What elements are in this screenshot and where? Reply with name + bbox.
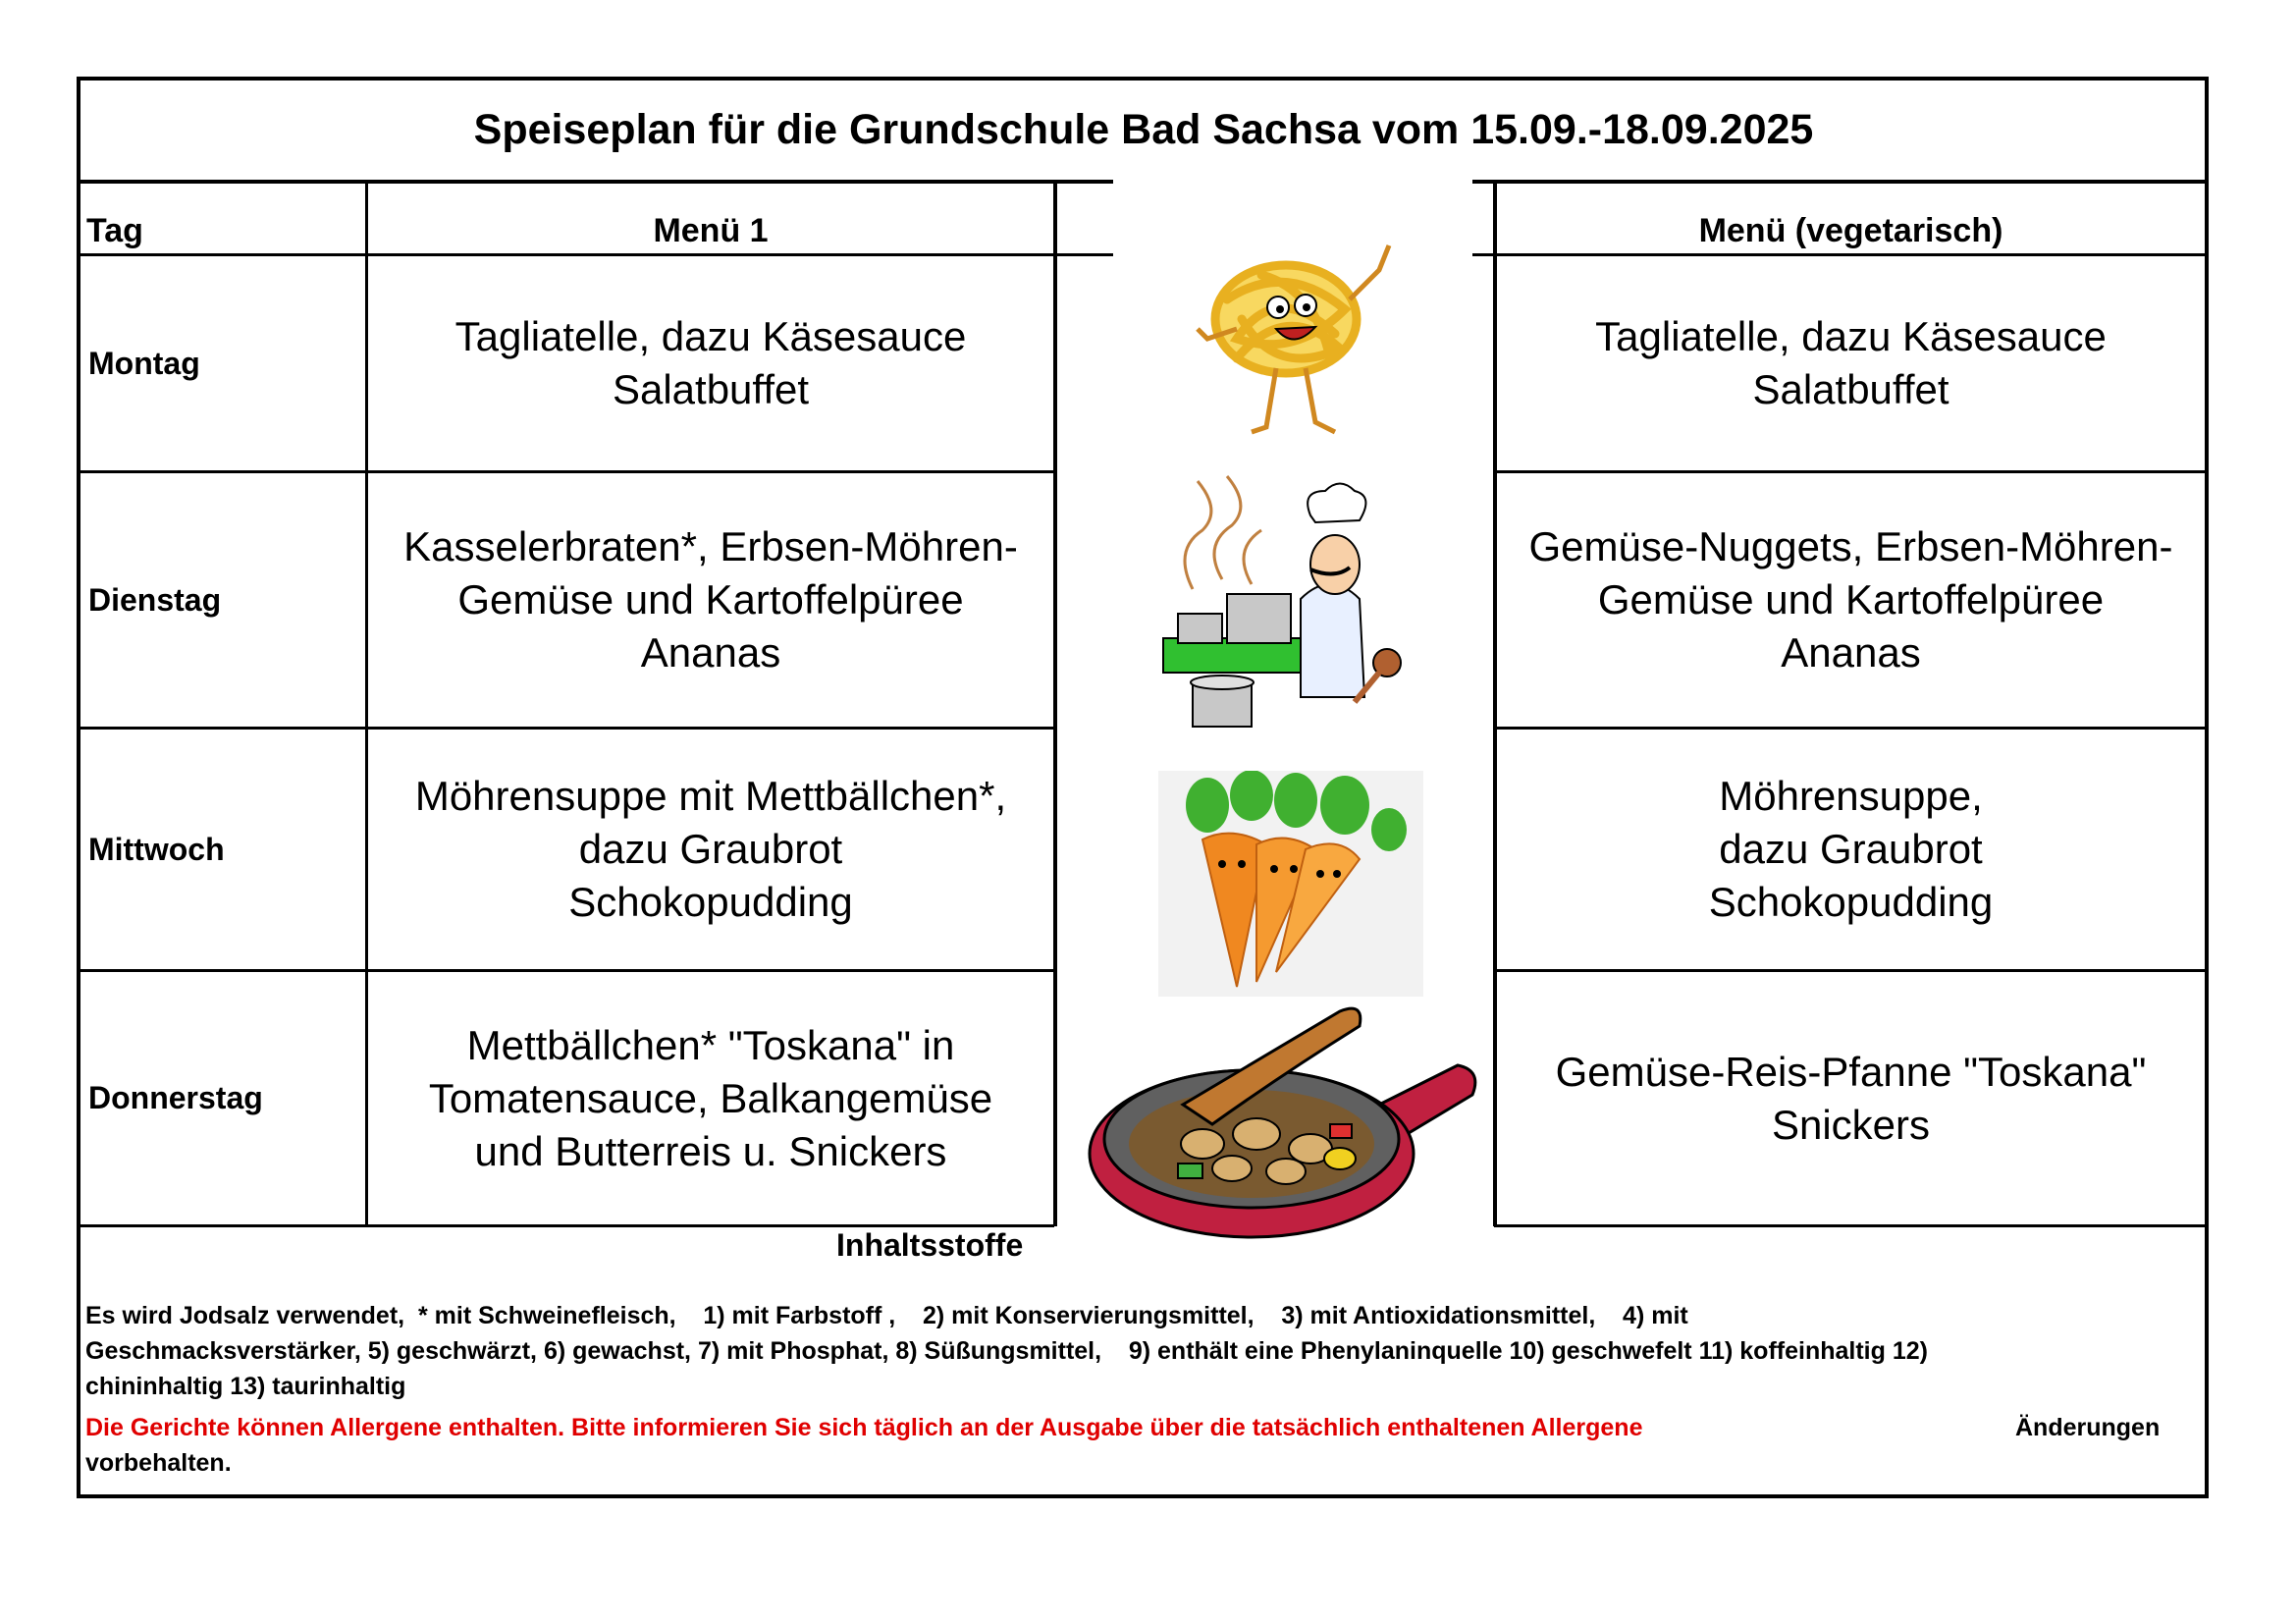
- menu-line: dazu Graubrot: [1719, 826, 1983, 872]
- menu-line: und Butterreis u. Snickers: [474, 1127, 947, 1174]
- allergen-warning: Die Gerichte können Allergene enthalten. Bitte informieren Sie sich täglich an der Ausgabe über die tatsächlich enthaltenen Allergene: [85, 1414, 1643, 1441]
- menu-line: Tomatensauce, Balkangemüse: [428, 1074, 993, 1121]
- menu1-cell: [368, 256, 1053, 470]
- menu-line: Schokopudding: [568, 879, 853, 925]
- day-label: Montag: [88, 345, 200, 381]
- menu-line: Schokopudding: [1708, 879, 1994, 925]
- carrots-illustration: [1158, 771, 1423, 997]
- menu-line: Gemüse-Reis-Pfanne "Toskana": [1555, 1048, 2147, 1095]
- menu-line: Möhrensuppe,: [1719, 773, 1983, 819]
- day-label: Dienstag: [88, 581, 222, 618]
- menu1-cell: [368, 730, 1053, 969]
- menu-line: Tagliatelle, dazu Käsesauce: [454, 313, 967, 359]
- ingredients-line: chininhaltig 13) taurinhaltig: [85, 1373, 406, 1400]
- menu-line: Gemüse und Kartoffelpüree: [457, 576, 964, 623]
- veg-cell: [1497, 972, 2205, 1224]
- menu-line: Snickers: [1771, 1101, 1931, 1148]
- menu1-cell: [368, 473, 1053, 727]
- menu-line: Salatbuffet: [1752, 366, 1949, 412]
- veg-cell: [1497, 730, 2205, 969]
- reserved-label: vorbehalten.: [85, 1449, 232, 1477]
- day-label: Donnerstag: [88, 1080, 263, 1115]
- menu1-cell: [368, 972, 1053, 1224]
- frying-pan-illustration: [1085, 997, 1487, 1262]
- menu-line: Ananas: [1781, 629, 1921, 676]
- menu-line: Gemüse-Nuggets, Erbsen-Möhren-: [1528, 523, 2173, 569]
- header-menu1: Menü 1: [653, 212, 769, 249]
- menu-line: Möhrensuppe mit Mettbällchen*,: [414, 773, 1007, 819]
- ingredients-heading: Inhaltsstoffe: [836, 1227, 1024, 1263]
- menu-line: Ananas: [640, 629, 781, 676]
- menu-line: dazu Graubrot: [578, 826, 843, 872]
- header-menu-veg: Menü (vegetarisch): [1698, 212, 2003, 249]
- pasta-illustration: [1168, 241, 1423, 447]
- veg-cell: [1497, 256, 2205, 470]
- changes-label: Änderungen: [2015, 1414, 2161, 1441]
- chef-illustration: [1153, 471, 1418, 736]
- ingredients-line: Geschmacksverstärker, 5) geschwärzt, 6) gewachst, 7) mit Phosphat, 8) Süßungsmittel, 9) enthält eine Phenylaninquelle 10) geschwefelt 11) koffeinhaltig 12): [85, 1337, 1928, 1365]
- ingredients-line: Es wird Jodsalz verwendet, * mit Schweinefleisch, 1) mit Farbstoff , 2) mit Konservierungsmittel, 3) mit Antioxidationsmittel, 4) mit: [85, 1302, 1688, 1329]
- day-label: Mittwoch: [88, 831, 225, 867]
- menu-line: Kasselerbraten*, Erbsen-Möhren-: [403, 523, 1018, 569]
- menu-line: Salatbuffet: [612, 366, 810, 412]
- header-day: Tag: [86, 212, 143, 249]
- menu-line: Gemüse und Kartoffelpüree: [1597, 576, 2105, 623]
- menu-line: Mettbällchen* "Toskana" in: [466, 1021, 955, 1068]
- page-title: Speiseplan für die Grundschule Bad Sachsa vom 15.09.-18.09.2025: [473, 106, 1814, 153]
- ingredients-text: [85, 1298, 2196, 1404]
- veg-cell: [1497, 473, 2205, 727]
- menu-line: Tagliatelle, dazu Käsesauce: [1595, 313, 2107, 359]
